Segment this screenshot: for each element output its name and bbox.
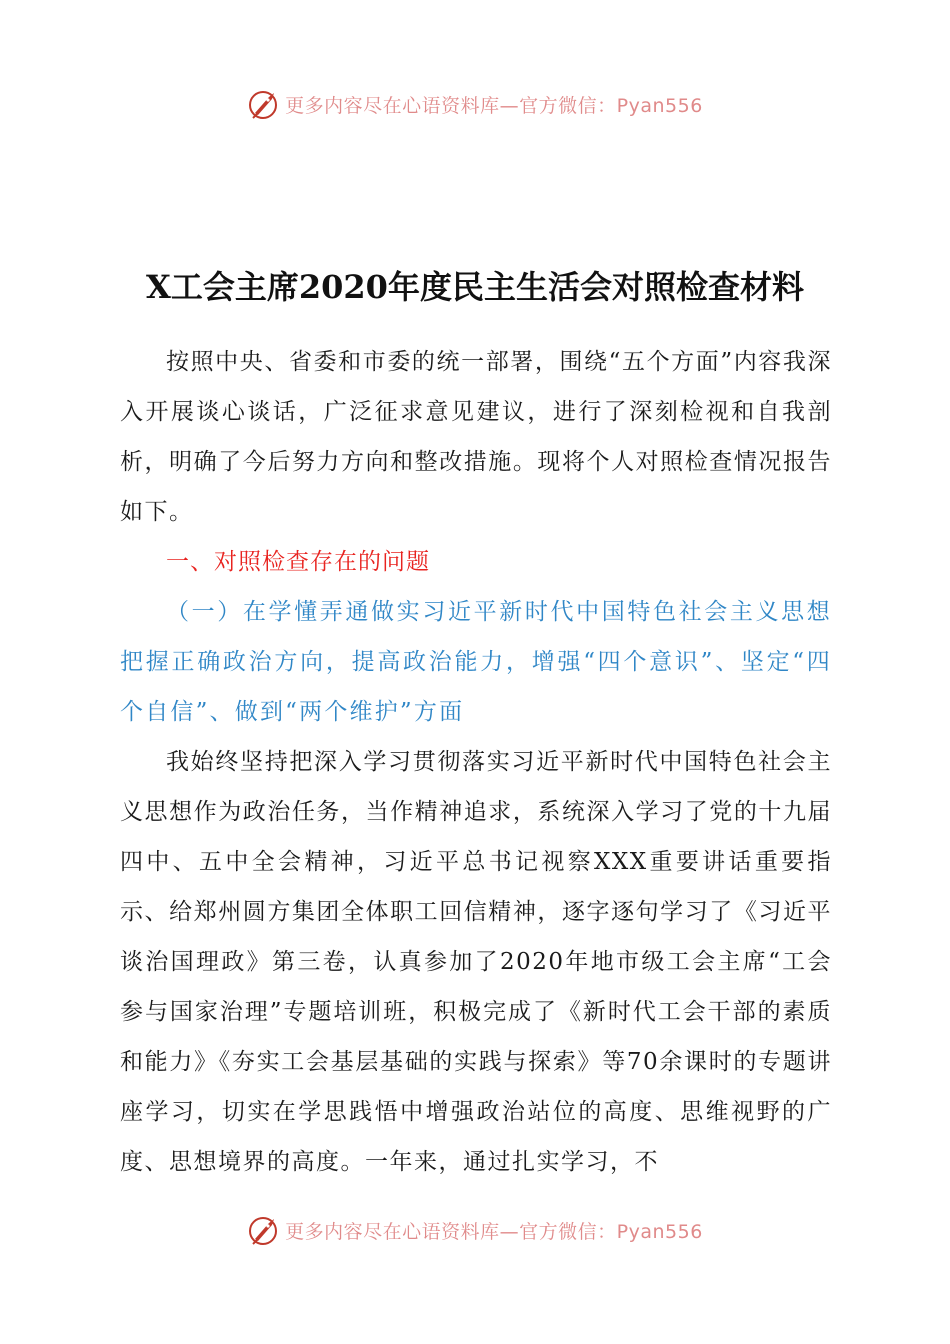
watermark-text: 更多内容尽在心语资料库—官方微信：Pyan556	[285, 1220, 703, 1243]
pen-nib-logo-icon	[247, 87, 281, 121]
watermark-footer	[0, 1210, 950, 1250]
document-title: X工会主席2020年度民主生活会对照检查材料	[146, 268, 804, 306]
watermark-text: 更多内容尽在心语资料库—官方微信：Pyan556	[285, 94, 703, 117]
pen-nib-logo-icon	[247, 1213, 281, 1247]
intro-paragraph: 按照中央、省委和市委的统一部署，围绕“五个方面”内容我深入开展谈心谈话，广泛征求意见建议，进行了深刻检视和自我剖析，明确了今后努力方向和整改措施。现将个人对照检查情况报告如下。	[120, 349, 832, 525]
section-heading-1: 一、对照检查存在的问题	[166, 549, 430, 575]
watermark-header	[0, 84, 950, 124]
body-paragraph: 我始终坚持把深入学习贯彻落实习近平新时代中国特色社会主义思想作为政治任务，当作精神追求，系统深入学习了党的十九届四中、五中全会精神，习近平总书记视察XXX重要讲话重要指示、给郑州圆方集团全体职工回信精神，逐字逐句学习了《习近平谈治国理政》第三卷，认真参加了2020年地市级工会主席“工会参与国家治理”专题培训班，积极完成了《新时代工会干部的素质和能力》《夯实工会基层基础的实践与探索》等70余课时的专题讲座学习，切实在学思践悟中增强政治站位的高度、思维视野的广度、思想境界的高度。一年来，通过扎实学习，不	[120, 749, 832, 1175]
document-body	[120, 337, 832, 1187]
subsection-heading-1: （一）在学懂弄通做实习近平新时代中国特色社会主义思想把握正确政治方向，提高政治能力，增强“四个意识”、坚定“四个自信”、做到“两个维护”方面	[120, 599, 832, 725]
